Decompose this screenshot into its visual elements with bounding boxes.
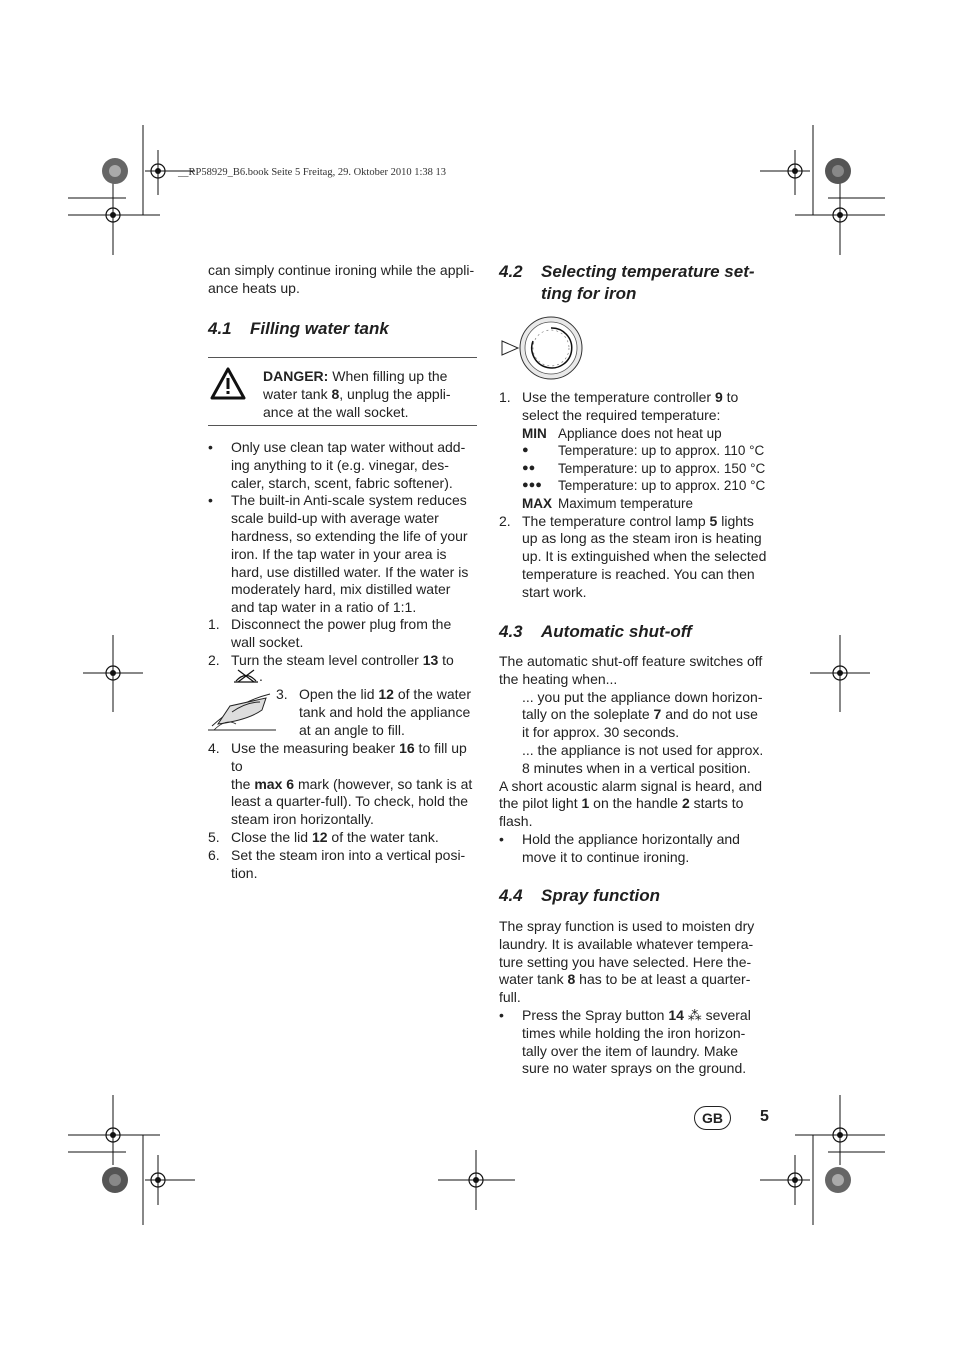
step-line	[299, 686, 478, 704]
spray-section	[499, 918, 769, 1078]
text-run: temperature is reached. You can then	[522, 565, 755, 582]
steps-list-4-6	[208, 740, 478, 882]
section-title-line: Selecting temperature set-	[541, 262, 755, 281]
bullet-line: ing anything to it (e.g. vinegar, des-	[231, 456, 449, 473]
spray-line	[499, 954, 769, 972]
list-text	[231, 616, 478, 652]
temperature-setting-key: ●●●	[522, 479, 542, 492]
step-line	[522, 407, 769, 425]
text-run: The spray function is used to moisten dry	[499, 918, 755, 934]
temperature-setting-desc: Temperature: up to approx. 210 °C	[558, 478, 766, 494]
text-run: ... you put the appliance down horizon-	[522, 688, 763, 705]
text-run: up. It is extinguished when the selected	[522, 548, 767, 565]
bullet-line	[522, 1060, 769, 1078]
temperature-setting-row	[522, 495, 769, 513]
bold-reference: 8	[331, 385, 340, 402]
list-text	[231, 847, 478, 883]
text-run: , unplug the appli-	[339, 385, 451, 402]
shutoff-section	[499, 653, 769, 867]
text-run: lights	[717, 512, 754, 529]
list-marker: 2.	[208, 651, 220, 668]
text-run: of the water	[393, 686, 472, 702]
text-run: mark (however, so tank is at	[294, 775, 473, 792]
temperature-setting-desc: Maximum temperature	[558, 495, 694, 511]
list-marker: 6.	[208, 846, 220, 863]
bullet-text	[522, 1007, 769, 1078]
bullet-list	[208, 439, 478, 617]
bold-reference: 13	[422, 651, 439, 668]
shutoff-intro-line: the heating when...	[499, 670, 618, 687]
bullet-line: The built-in Anti-scale system reduces	[231, 492, 467, 509]
text-run: The temperature control lamp	[522, 512, 710, 529]
section-number: 4.1	[208, 319, 232, 338]
list-item	[208, 492, 478, 617]
temperature-setting-key: ●	[522, 444, 529, 457]
period: .	[259, 668, 263, 684]
danger-line	[263, 368, 477, 386]
bold-reference: max 6	[254, 775, 295, 792]
shutoff-alarm-text	[499, 778, 769, 831]
section-title: Automatic shut-off	[541, 622, 692, 641]
step-line	[231, 740, 478, 776]
text-run: least a quarter-full). To check, hold the	[231, 793, 469, 810]
text-run: water tank	[263, 385, 332, 402]
alarm-line	[499, 778, 769, 796]
step-3	[276, 686, 478, 739]
bullet-line: hard, use distilled water. If the water is	[231, 563, 469, 580]
bold-reference: 14	[668, 1006, 684, 1023]
spray-line	[499, 918, 769, 936]
bold-reference: 5	[709, 512, 718, 529]
text-run: Use the temperature controller	[522, 389, 715, 405]
list-text	[231, 439, 478, 492]
bullet-text	[522, 831, 769, 867]
text-run: laundry. It is available whatever tempera-	[499, 935, 754, 952]
text-run: Close the lid	[231, 828, 312, 845]
text-run: When filling up the	[328, 368, 448, 384]
list-text	[231, 829, 478, 847]
condition-line	[522, 724, 769, 742]
step-text	[522, 389, 769, 425]
text-run: steam iron horizontally.	[231, 811, 374, 828]
danger-line	[263, 386, 477, 404]
step-line	[522, 513, 769, 531]
text-run: select the required temperature:	[522, 406, 721, 423]
text-run: times while holding the iron horizon-	[522, 1024, 746, 1041]
text-run: the	[231, 775, 255, 792]
section-number: 4.4	[499, 886, 523, 905]
section-heading-4-2	[499, 261, 769, 305]
list-item	[276, 686, 478, 739]
text-run: has to be at least a quarter-	[575, 971, 751, 988]
step-line	[299, 704, 478, 722]
step-line	[231, 616, 478, 634]
text-run: and do not use	[661, 706, 758, 723]
bullet-line: caler, starch, scent, fabric softener).	[231, 474, 453, 491]
bullet-line	[522, 1025, 769, 1043]
alarm-line	[499, 813, 769, 831]
intro-paragraph	[208, 262, 478, 298]
danger-line	[263, 404, 477, 422]
bold-reference: 12	[311, 828, 328, 845]
step-line	[231, 847, 478, 865]
spray-line	[499, 971, 769, 989]
bullet-item	[499, 831, 769, 867]
step-number: 1.	[499, 389, 511, 405]
list-marker: 1.	[208, 616, 220, 632]
language-badge: GB	[694, 1106, 731, 1130]
step-line	[522, 548, 769, 566]
list-text	[231, 740, 478, 829]
condition-line: ... the appliance is not used for approx.	[522, 741, 764, 758]
steps-list-1-2	[208, 616, 478, 669]
text-run: ture setting you have selected. Here the-	[499, 953, 752, 970]
text-run: tally on the soleplate	[522, 706, 654, 723]
text-run: to fill up to	[231, 740, 467, 774]
text-run: Turn the steam level controller	[231, 651, 423, 668]
temperature-setting-key: MIN	[522, 425, 547, 441]
bold-reference: 16	[399, 740, 415, 756]
bullet-line: Only use clean tap water without add-	[231, 439, 466, 455]
temperature-dial-illustration	[500, 316, 586, 382]
bold-reference: 2	[681, 795, 690, 812]
iron-filling-illustration	[208, 690, 278, 735]
temperature-setting-row	[522, 442, 769, 460]
step-text	[522, 513, 769, 602]
page-number: 5	[760, 1108, 769, 1125]
bullet-marker: •	[499, 1006, 504, 1023]
step-line	[231, 793, 478, 811]
spray-intro	[499, 918, 769, 1007]
text-run: up as long as the steam iron is heating	[522, 530, 762, 547]
bullet-line: iron. If the tap water in your area is	[231, 545, 447, 562]
text-run: sure no water sprays on the ground.	[522, 1060, 747, 1077]
bullet-line: move it to continue ironing.	[522, 848, 690, 865]
shutoff-intro-line: The automatic shut-off feature switches off	[499, 653, 763, 669]
list-item	[208, 652, 478, 670]
spray-line	[499, 936, 769, 954]
list-text	[299, 686, 478, 739]
step-item	[499, 389, 769, 425]
text-run: water tank	[499, 971, 568, 988]
text-run: of the water tank.	[327, 828, 439, 845]
section-title: Filling water tank	[250, 319, 389, 338]
divider	[208, 357, 477, 358]
step-number: 2.	[499, 512, 511, 529]
temperature-setting-desc: Temperature: up to approx. 110 °C	[558, 443, 765, 459]
temperature-setting-desc: Appliance does not heat up	[558, 425, 722, 441]
text-run: the pilot light	[499, 795, 582, 812]
step-line	[522, 584, 769, 602]
text-run: flash.	[499, 813, 533, 830]
list-marker: 3.	[276, 686, 288, 702]
step-line	[522, 566, 769, 584]
text-run: starts to	[689, 795, 744, 812]
text-run: wall socket.	[231, 633, 304, 650]
section-heading-4-1	[208, 319, 478, 339]
bullet-item	[499, 1007, 769, 1078]
bullet-marker: •	[499, 830, 504, 847]
text-run: tion.	[231, 864, 258, 881]
condition-line: 8 minutes when in a vertical position.	[522, 759, 751, 776]
print-header-file-info: __RP58929_B6.book Seite 5 Freitag, 29. Oktober 2010 1:38 13	[178, 167, 447, 178]
warning-triangle-icon	[210, 367, 246, 400]
text-run: Open the lid	[299, 686, 379, 702]
bold-reference: 7	[653, 706, 662, 723]
list-marker: •	[208, 439, 213, 455]
bold-reference: 1	[581, 795, 590, 812]
step-line	[231, 811, 478, 829]
text-run: Press the Spray button	[522, 1006, 669, 1023]
bullet-line: scale build-up with average water	[231, 510, 439, 527]
text-run: Use the measuring beaker	[231, 740, 400, 756]
text-run: at an angle to fill.	[299, 721, 405, 738]
bullet-line: hardness, so extending the life of your	[231, 527, 468, 544]
bullet-line: moderately hard, mix distilled water	[231, 581, 451, 598]
step-line	[231, 776, 478, 794]
bullet-line: and tap water in a ratio of 1:1.	[231, 599, 417, 616]
list-item	[208, 439, 478, 492]
intro-line: ance heats up.	[208, 279, 300, 296]
list-item	[208, 616, 478, 652]
text-run: to	[438, 651, 454, 668]
text-run: to	[722, 389, 739, 405]
condition-line	[522, 689, 769, 707]
temperature-steps	[499, 389, 769, 602]
step-line	[231, 865, 478, 883]
bold-reference: 8	[567, 971, 576, 988]
list-item	[208, 740, 478, 829]
bold-reference: DANGER:	[263, 368, 329, 384]
danger-notice	[263, 368, 477, 421]
spray-line	[499, 989, 769, 1007]
step-line	[299, 722, 478, 740]
text-run: ⁂ several	[683, 1006, 751, 1023]
section-heading-4-4	[499, 886, 769, 906]
temperature-setting-key: MAX	[522, 495, 552, 511]
bullet-line	[522, 1007, 769, 1025]
steam-off-icon	[232, 668, 260, 684]
section-number: 4.2	[499, 262, 523, 281]
list-item	[208, 829, 478, 847]
intro-line: can simply continue ironing while the appli-	[208, 262, 475, 278]
temperature-setting-row	[522, 425, 769, 443]
step-line	[231, 634, 478, 652]
step-line	[231, 652, 478, 670]
text-run: Set the steam iron into a vertical posi-	[231, 846, 466, 863]
text-run: tank and hold the appliance	[299, 703, 471, 720]
list-text	[231, 492, 478, 617]
shutoff-condition-1	[499, 689, 769, 742]
temperature-setting-row	[522, 460, 769, 478]
temperature-setting-desc: Temperature: up to approx. 150 °C	[558, 460, 766, 476]
list-marker: 4.	[208, 740, 220, 756]
step-item	[499, 513, 769, 602]
list-marker: •	[208, 492, 213, 509]
text-run: it for approx. 30 seconds.	[522, 724, 680, 741]
divider	[208, 425, 477, 426]
text-run: A short acoustic alarm signal is heard, and	[499, 777, 763, 794]
temperature-settings-table	[499, 425, 769, 513]
step-line	[522, 389, 769, 407]
section-title-line: ting for iron	[541, 284, 637, 303]
list-marker: 5.	[208, 828, 220, 845]
text-run: full.	[499, 989, 521, 1006]
bullet-line: Hold the appliance horizontally and	[522, 830, 740, 847]
list-text	[231, 652, 478, 670]
alarm-line	[499, 795, 769, 813]
step-line	[522, 530, 769, 548]
text-run: on the handle	[589, 795, 682, 812]
text-run: ance at the wall socket.	[263, 403, 409, 420]
temperature-setting-key: ●●	[522, 461, 536, 474]
text-run: Disconnect the power plug from the	[231, 616, 452, 632]
temperature-setting-row	[522, 477, 769, 495]
step-line	[231, 829, 478, 847]
text-run: tally over the item of laundry. Make	[522, 1042, 739, 1059]
section-heading-4-3	[499, 622, 769, 642]
text-run: start work.	[522, 583, 587, 600]
shutoff-condition-2	[499, 742, 769, 778]
condition-line	[522, 706, 769, 724]
section-number: 4.3	[499, 622, 523, 641]
bullet-line	[522, 1043, 769, 1061]
section-title: Spray function	[541, 886, 661, 905]
list-item	[208, 847, 478, 883]
bold-reference: 12	[378, 686, 394, 702]
bold-reference: 9	[714, 389, 723, 405]
